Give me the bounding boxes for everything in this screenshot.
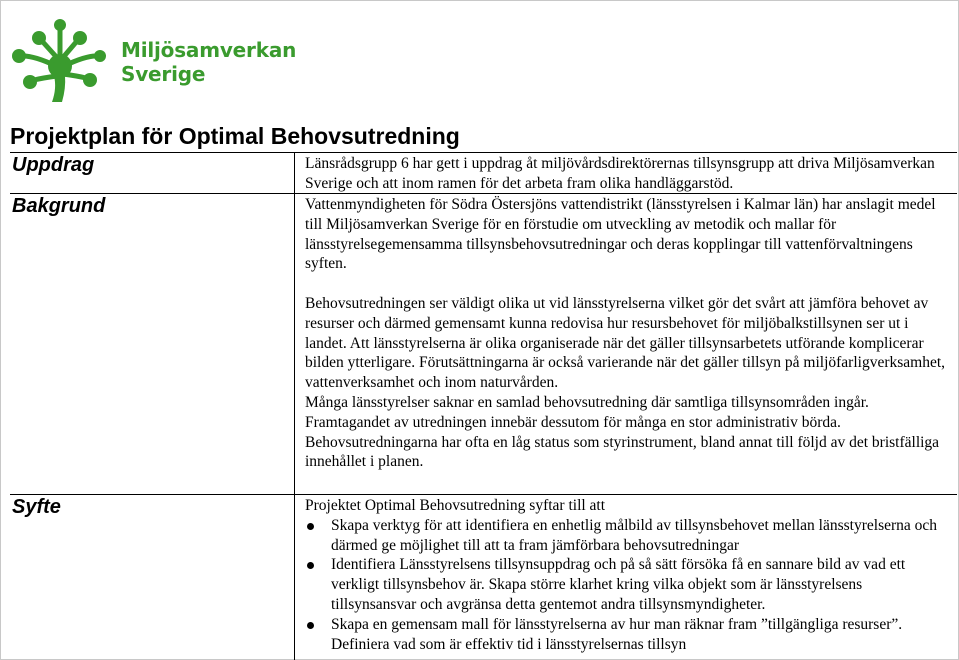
label-uppdrag: Uppdrag: [12, 154, 95, 176]
logo-line-1: Miljösamverkan: [121, 38, 297, 62]
uppdrag-text: [305, 154, 945, 194]
bakgrund-paragraph-4: Behovsutredningarna har ofta en låg status som styrinstrument, bland annat till följd av det bristfälliga innehållet i planen.: [305, 433, 940, 471]
syfte-text: [305, 496, 945, 654]
label-syfte: Syfte: [12, 496, 61, 518]
uppdrag-paragraph: Länsrådsgrupp 6 har gett i uppdrag åt miljövårdsdirektörernas tillsynsgrupp att driva Miljösamverkan Sverige och att inom ramen för det arbeta fram olika handläggarstöd.: [305, 155, 935, 192]
logo: [10, 16, 297, 106]
label-bakgrund: Bakgrund: [12, 195, 106, 217]
column-divider: [294, 152, 295, 660]
bullet-item: Identifiera Länsstyrelsens tillsynsuppdrag och på så sätt försöka få en sannare bild av vad ett verkligt tillsynsbehov är. Skapa större klarhet kring vilka objekt som är länsstyrelsens tillsynsansvar och avgränsa detta gentemot andra tillsynsmyndigheter.: [305, 555, 945, 614]
document-title: Projektplan för Optimal Behovsutredning: [10, 123, 460, 149]
bakgrund-text: [305, 195, 945, 472]
syfte-intro: Projektet Optimal Behovsutredning syftar till att: [305, 497, 606, 514]
row-divider-2: [10, 494, 957, 495]
bakgrund-paragraph-2: Behovsutredningen ser väldigt olika ut vid länsstyrelserna vilket gör det svårt att jämföra behovet av resurser och därmed gemensamt kunna redovisa hur resursbehovet för miljöbalkstillsynen ser ut i landet. Att länsstyrelserna är olika organiserade när det gäller tillsynsarbetets utförande komplicerar bilden ytterligare. Förutsättningarna är också varierande när det gäller tillsyn på miljöfarligverksamhet, vattenverksamhet och inom naturvården.: [305, 294, 946, 392]
logo-mark-icon: [10, 16, 110, 106]
bakgrund-paragraph-3: Många länsstyrelser saknar en samlad behovsutredning där samtliga tillsynsområden ingår. Framtagandet av utredningen innebär dessutom för många en stor administrativ börda.: [305, 393, 869, 431]
bullet-item: Skapa verktyg för att identifiera en enhetlig målbild av tillsynsbehovet mellan länsstyrelserna och därmed ge möjlighet till att ta fram jämförbara behovsutredningar: [305, 516, 945, 556]
logo-wordmark: [121, 38, 296, 86]
bullet-item: Skapa en gemensam mall för länsstyrelserna av hur man räknar fram ”tillgängliga resurser”. Definiera vad som är effektiv tid i länsstyrelsernas tillsyn: [305, 615, 945, 655]
syfte-bullet-list: [305, 516, 945, 655]
logo-line-2: Sverige: [121, 62, 206, 86]
bakgrund-paragraph-1: Vattenmyndigheten för Södra Östersjöns vattendistrikt (länsstyrelsen i Kalmar län) har anslagit medel till Miljösamverkan Sverige för en förstudie om utveckling av metodik och mallar för länsstyrelsegemensamma tillsynsbehovsutredningar och deras kopplingar till vattenförvaltningens syften.: [305, 196, 936, 273]
table-top-border: [10, 152, 957, 153]
